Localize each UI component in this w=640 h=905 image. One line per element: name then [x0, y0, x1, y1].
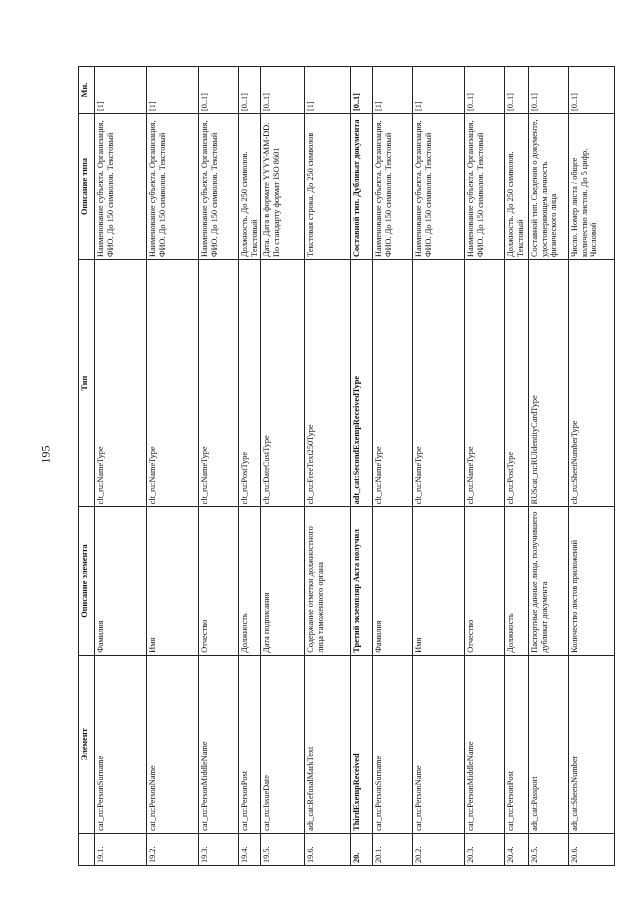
- cell-description: Дата подписания: [261, 507, 305, 655]
- cell-type-description: Дата. Дата в формате YYYY-MM-DD. По стандарту формат ISO 8601: [261, 114, 305, 260]
- cell-type: adt_cat:SecondExempReceivedType: [351, 259, 373, 506]
- cell-description: Должность: [239, 507, 261, 655]
- cell-multiplicity: [0..1]: [569, 67, 615, 114]
- cell-multiplicity: [0..1]: [239, 67, 261, 114]
- cell-description: Имя: [413, 507, 465, 655]
- cell-num: 20.1.: [373, 833, 413, 865]
- cell-element: cat_ru:PersonName: [413, 655, 465, 833]
- cell-num: 20.4.: [505, 833, 529, 865]
- cell-description: Паспортные данные лица, получившего дубликат документа: [529, 507, 569, 655]
- cell-type: clt_ru:NameType: [95, 259, 147, 506]
- cell-num: 20.: [351, 833, 373, 865]
- cell-type: clt_ru:PostType: [505, 259, 529, 506]
- cell-multiplicity: [1]: [305, 67, 351, 114]
- table-row: [199, 67, 239, 866]
- header-row: [79, 67, 95, 866]
- table-row: [147, 67, 199, 866]
- cell-element: cat_ru:PersonPost: [239, 655, 261, 833]
- table-row: [505, 67, 529, 866]
- cell-multiplicity: [1]: [373, 67, 413, 114]
- cell-element: cat_ru:PersonMiddleName: [465, 655, 505, 833]
- cell-multiplicity: [0..1]: [465, 67, 505, 114]
- cell-num: 19.4.: [239, 833, 261, 865]
- header-type: Тип: [79, 259, 95, 506]
- table-row: [373, 67, 413, 866]
- page-number: [36, 444, 56, 464]
- cell-description: Отчество: [199, 507, 239, 655]
- cell-multiplicity: [0..1]: [261, 67, 305, 114]
- cell-num: 20.5.: [529, 833, 569, 865]
- cell-type-description: Наименование субъекта. Организация, ФИО. До 150 символов. Текстовый: [413, 114, 465, 260]
- cell-type-description: Наименование субъекта. Организация, ФИО. До 150 символов. Текстовый: [199, 114, 239, 260]
- table-row: [239, 67, 261, 866]
- cell-type-description: Должность. До 250 символов. Текстовый: [505, 114, 529, 260]
- cell-type: clt_ru:FreeText250Type: [305, 259, 351, 506]
- cell-type: clt_ru:SheetNumberType: [569, 259, 615, 506]
- cell-description: Количество листов приложений: [569, 507, 615, 655]
- cell-num: 19.3.: [199, 833, 239, 865]
- cell-multiplicity: [1]: [147, 67, 199, 114]
- cell-type: clt_ru:NameType: [413, 259, 465, 506]
- table-body: [95, 67, 615, 866]
- cell-multiplicity: [0..1]: [351, 67, 373, 114]
- cell-description: Содержание отметки должностного лица таможенного органа: [305, 507, 351, 655]
- cell-type-description: Должность. До 250 символов. Текстовый: [239, 114, 261, 260]
- cell-multiplicity: [0..1]: [529, 67, 569, 114]
- cell-num: 19.1.: [95, 833, 147, 865]
- table-viewport: [78, 66, 599, 866]
- cell-type-description: Наименование субъекта. Организация, ФИО. До 150 символов. Текстовый: [95, 114, 147, 260]
- header-type-description: Описание типа: [79, 114, 95, 260]
- cell-multiplicity: [0..1]: [199, 67, 239, 114]
- cell-num: 19.6.: [305, 833, 351, 865]
- cell-num: 19.2.: [147, 833, 199, 865]
- cell-num: 20.2.: [413, 833, 465, 865]
- cell-multiplicity: [1]: [95, 67, 147, 114]
- cell-element: adt_cat:RefusalMarkText: [305, 655, 351, 833]
- cell-type: clt_ru:NameType: [147, 259, 199, 506]
- schema-table: [78, 66, 615, 866]
- header-multiplicity: Мн.: [79, 67, 95, 114]
- table-row: [305, 67, 351, 866]
- cell-type-description: Наименование субъекта. Организация, ФИО. До 150 символов. Текстовый: [147, 114, 199, 260]
- cell-element: cat_ru:PersonSurname: [373, 655, 413, 833]
- cell-type-description: Число. Номер листа / общее количество листов. До 5 цифр. Числовой: [569, 114, 615, 260]
- cell-element: ThirdExempReceived: [351, 655, 373, 833]
- cell-type: clt_ru:DateCustType: [261, 259, 305, 506]
- cell-type: clt_ru:NameType: [373, 259, 413, 506]
- table-header: [79, 67, 95, 866]
- cell-num: 20.3.: [465, 833, 505, 865]
- cell-type-description: Наименование субъекта. Организация, ФИО. До 150 символов. Текстовый: [465, 114, 505, 260]
- cell-type: clt_ru:PostType: [239, 259, 261, 506]
- cell-type-description: Текстовая строка. До 250 символов: [305, 114, 351, 260]
- cell-type: clt_ru:NameType: [465, 259, 505, 506]
- cell-type-description: Составной тип. Дубликат документа: [351, 114, 373, 260]
- header-num: [79, 833, 95, 865]
- table-row: [465, 67, 505, 866]
- cell-element: cat_ru:PersonPost: [505, 655, 529, 833]
- cell-description: Должность: [505, 507, 529, 655]
- cell-description: Фамилия: [373, 507, 413, 655]
- cell-element: adt_cat:Passport: [529, 655, 569, 833]
- table-row: [569, 67, 615, 866]
- table-row: [413, 67, 465, 866]
- cell-element: cat_ru:PersonSurname: [95, 655, 147, 833]
- table-row: [351, 67, 373, 866]
- cell-description: Имя: [147, 507, 199, 655]
- cell-num: 20.6.: [569, 833, 615, 865]
- cell-description: Фамилия: [95, 507, 147, 655]
- cell-element: cat_ru:IssueDate: [261, 655, 305, 833]
- cell-type: RUScat_ru:RUIdentityCardType: [529, 259, 569, 506]
- cell-description: Третий экземпляр Акта получил: [351, 507, 373, 655]
- header-description: Описание элемента: [79, 507, 95, 655]
- cell-element: adt_cat:SheetsNumber: [569, 655, 615, 833]
- table-row: [261, 67, 305, 866]
- cell-num: 19.5.: [261, 833, 305, 865]
- table-row: [529, 67, 569, 866]
- header-element: Элемент: [79, 655, 95, 833]
- cell-type-description: Наименование субъекта. Организация, ФИО. До 150 символов. Текстовый: [373, 114, 413, 260]
- cell-description: Отчество: [465, 507, 505, 655]
- rotated-table-container: [78, 66, 599, 866]
- cell-type-description: Составной тип. Сведения о документе, удостоверяющем личность физического лица: [529, 114, 569, 260]
- cell-element: cat_ru:PersonName: [147, 655, 199, 833]
- page-number-text: 195: [38, 445, 53, 463]
- cell-multiplicity: [0..1]: [505, 67, 529, 114]
- cell-multiplicity: [1]: [413, 67, 465, 114]
- table-row: [95, 67, 147, 866]
- cell-type: clt_ru:NameType: [199, 259, 239, 506]
- cell-element: cat_ru:PersonMiddleName: [199, 655, 239, 833]
